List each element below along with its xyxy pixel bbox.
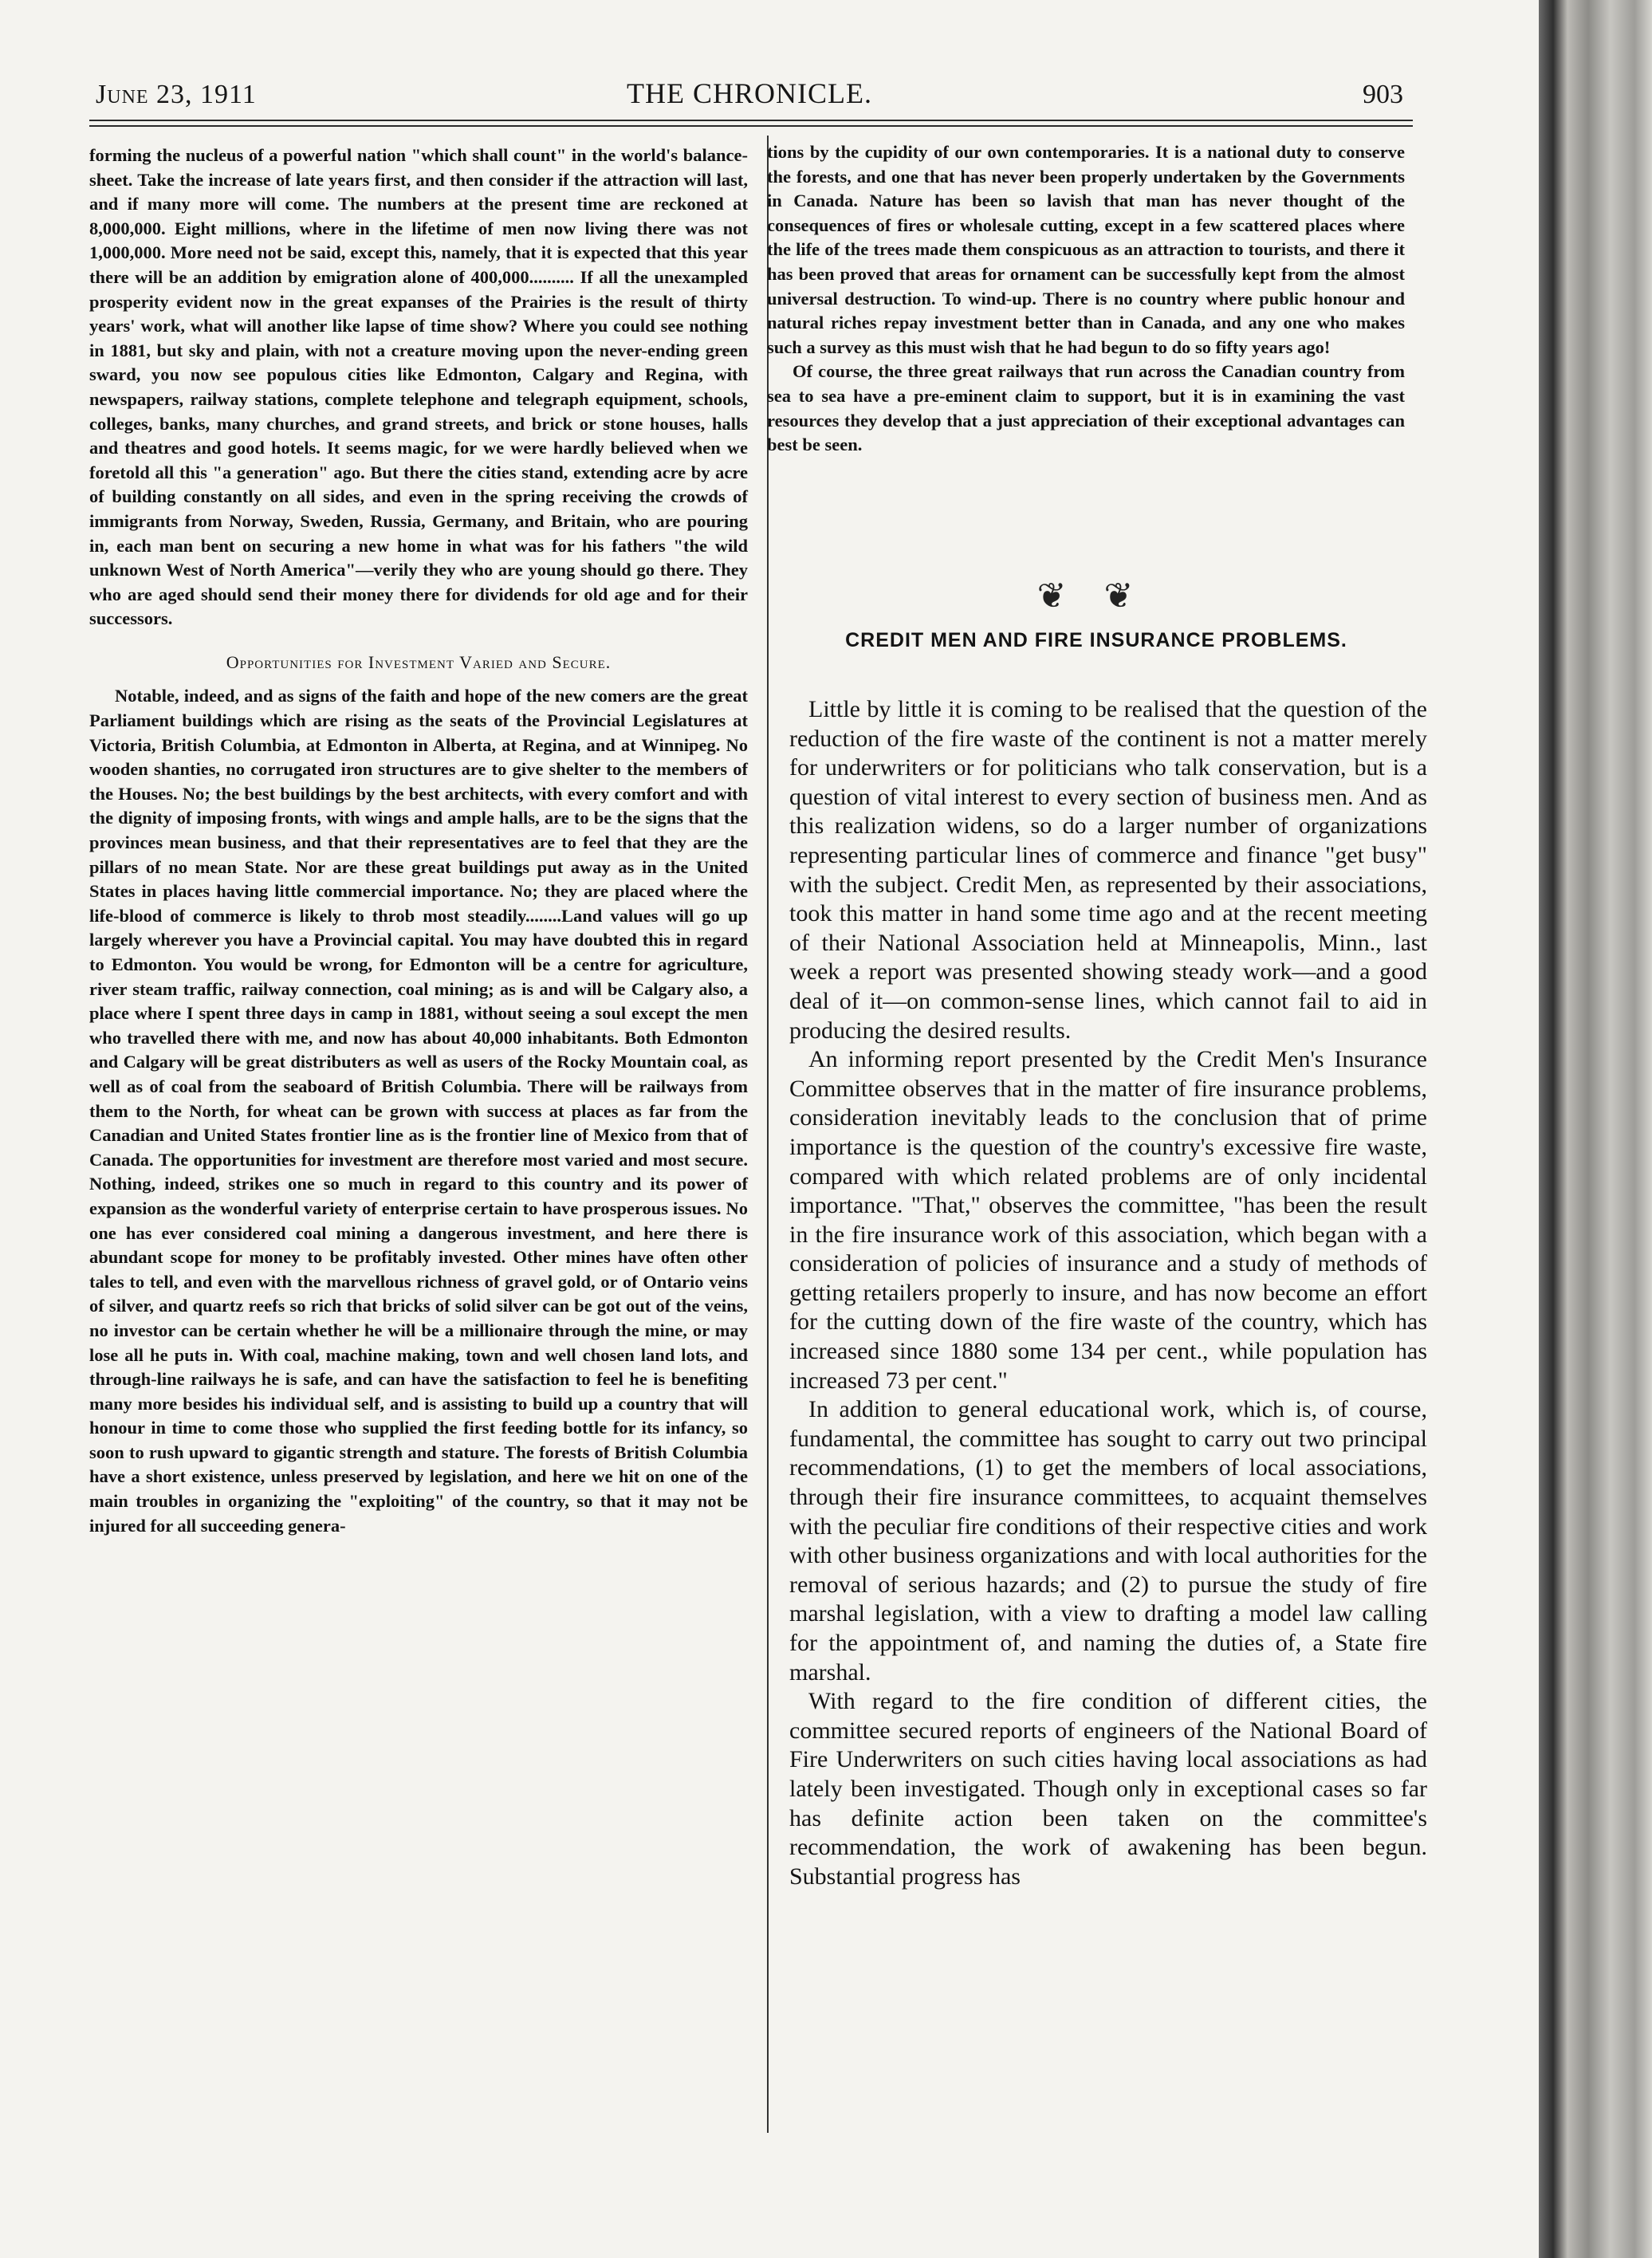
article-headline: CREDIT MEN AND FIRE INSURANCE PROBLEMS. [845,629,1347,651]
article-body [789,695,1427,1891]
article-paragraph-3: In addition to general educational work, which is, of course, fundamental, the committee has sought to carry out two principal recommendations, (1) to get the members of local associations, through their fire insurance committees, to acquaint themselves with the peculiar fire conditions of their respective cities and work with other business organizations and with local authorities for the removal of serious hazards; and (2) to pursue the study of fire marshal legislation, with a view to drafting a model law calling for the appointment of, and naming the duties of, a State fire marshal. [789,1396,1427,1686]
publication-title: THE CHRONICLE. [627,77,872,109]
header-rule-bottom [89,125,1413,127]
right-paragraph-2: Of course, the three great railways that run across the Canadian country from sea to sea have a pre-eminent claim to support, but it is in examining the vast resources they develop that a just appreciation of their exceptional advantages can best be seen. [767,361,1405,455]
section-ornament: ❦ ❦ [1036,576,1148,616]
header-rule-top [89,120,1413,121]
left-column [89,144,748,1538]
article-paragraph-4: With regard to the fire condition of different cities, the committee secured reports of engineers of the National Board of Fire Underwriters on such cities having local associations as had lately been investigated. Though only in exceptional cases so far has definite action been taken on the committee's recommendation, the work of awakening has been begun. Substantial progress has [789,1688,1427,1890]
page-number: 903 [1363,80,1403,109]
article-paragraph-2: An informing report presented by the Credit Men's Insurance Committee observes that in the matter of fire insurance problems, consideration inevitably leads to the conclusion that of prime importance is the question of the country's excessive fire waste, compared with which related problems are of only incidental importance. "That," observes the committee, "has been the result in the fire insurance work of this association, which began with a consideration of policies of insurance and a study of methods of getting retailers properly to insure, and has now become an effort for the cutting down of the fire waste of the country, which has increased since 1880 some 134 per cent., while population has increased 73 per cent." [789,1046,1427,1394]
article-paragraph-1: Little by little it is coming to be realised that the question of the reduction of the fire waste of the continent is not a matter merely for underwriters or for politicians who talk conservation, but is a question of vital interest to every section of business men. And as this realization widens, so do a larger number of organizations representing particular lines of commerce and finance "get busy" with the subject. Credit Men, as represented by their associations, took this matter in hand some time ago and at the recent meeting of their National Association held at Minneapolis, Minn., last week a report was presented showing steady work—and a good deal of it—on common-sense lines, which cannot fail to aid in producing the desired results. [789,696,1427,1044]
section-subheading: Opportunities for Investment Varied and Secure. [226,651,612,672]
left-paragraph-1: forming the nucleus of a powerful nation "which shall count" in the world's balance-sheet. Take the increase of late years first, and then consider if the attraction will last, and if many more will come. The numbers at the present time are reckoned at 8,000,000. Eight millions, where in the lifetime of men now living there was not 1,000,000. More need not be said, except this, namely, that it is expected that this year there will be an addition by emigration alone of 400,000.......... If all the unexampled prosperity evident now in the great expanses of the Prairies is the result of thirty years' work, what will another like lapse of time show? Where you could see nothing in 1881, but sky and plain, with not a creature moving upon the never-ending green sward, you now see populous cities like Edmonton, Calgary and Regina, with newspapers, railway stations, complete telephone and telegraph equipment, schools, colleges, banks, many churches, and grand streets, and brick or stone houses, halls and theatres and good hotels. It seems magic, for we were hardly believed when we foretold all this "a generation" ago. But there the cities stand, extending acre by acre of building constantly on all sides, and even in the spring receiving the crowds of immigrants from Norway, Sweden, Russia, Germany, and Britain, who are pouring in, each man bent on securing a new home in what was for his fathers "the wild unknown West of North America"—verily they who are young should go there. They who are aged should send their money there for dividends for old age and for their successors. [89,145,748,629]
left-paragraph-2: Notable, indeed, and as signs of the faith and hope of the new comers are the great Parliament buildings which are rising as the seats of the Provincial Legislatures at Victoria, British Columbia, at Edmonton in Alberta, at Regina, and at Winnipeg. No wooden shanties, no corrugated iron structures are to give shelter to the members of the Houses. No; the best buildings by the best architects, with every comfort and with the dignity of imposing fronts, with wings and ample halls, are to be the signs that the provinces mean business, and that their representatives are to feel that they are the pillars of no mean State. Nor are these great buildings put away as in the United States in places having little commercial importance. No; they are placed where the life-blood of commerce is likely to throb most steadily........Land values will go up largely wherever you have a Provincial capital. You may have doubted this in regard to Edmonton. You would be wrong, for Edmonton will be a centre for agriculture, river steam traffic, railway connection, coal mining; as is and will be Calgary also, a place where I spent three days in camp in 1881, without seeing a soul except the men who travelled there with me, and now has about 40,000 inhabitants. Both Edmonton and Calgary will be great distributers as well as users of the Rocky Mountain coal, as well as of coal from the seaboard of British Columbia. There will be railways from them to the North, for wheat can be grown with success at places as far from the Canadian and United States frontier line as is the frontier line of Mexico from that of Canada. The opportunities for investment are therefore most varied and most secure. Nothing, indeed, strikes one so much in regard to this country and its power of expansion as the wonderful variety of enterprise certain to have prosperous issues. No one has ever considered coal mining a dangerous investment, and here there is abundant scope for money to be profitably invested. Other mines have often other tales to tell, and even with the marvellous richness of gravel gold, or of Ontario veins of silver, and quartz reefs so rich that bricks of solid silver can be got out of the veins, no investor can be certain whether he will be a millionaire through the mine, or may lose all he puts in. With coal, machine making, town and well chosen land lots, and through-line railways he is safe, and can have the satisfaction to feel he is benefiting many more besides his individual self, and is assisting to build up a country that will honour in time to come those who supplied the first feeding bottle for its infancy, so soon to rush upward to gigantic strength and stature. The forests of British Columbia have a short existence, unless preserved by legislation, and here we hit on one of the main troubles in organizing the "exploiting" of the country, so that it may not be injured for all succeeding genera- [89,686,748,1536]
right-column-continuation [767,140,1405,458]
page-header [96,77,1403,116]
book-spine [1539,0,1652,2258]
issue-date: June 23, 1911 [96,80,257,109]
right-paragraph-1: tions by the cupidity of our own contemporaries. It is a national duty to conserve the forests, and one that has never been properly undertaken by the Governments in Canada. Nature has been so lavish that man has never thought of the consequences of fires or wholesale cutting, except in a few scattered places where the life of the trees made them conspicuous as an attraction to tourists, and there it has been proved that areas for ornament can be successfully kept from the almost universal destruction. To wind-up. There is no country where public honour and natural riches repay investment better than in Canada, and any one who makes such a survey as this must wish that he had begun to do so fifty years ago! [767,142,1405,357]
